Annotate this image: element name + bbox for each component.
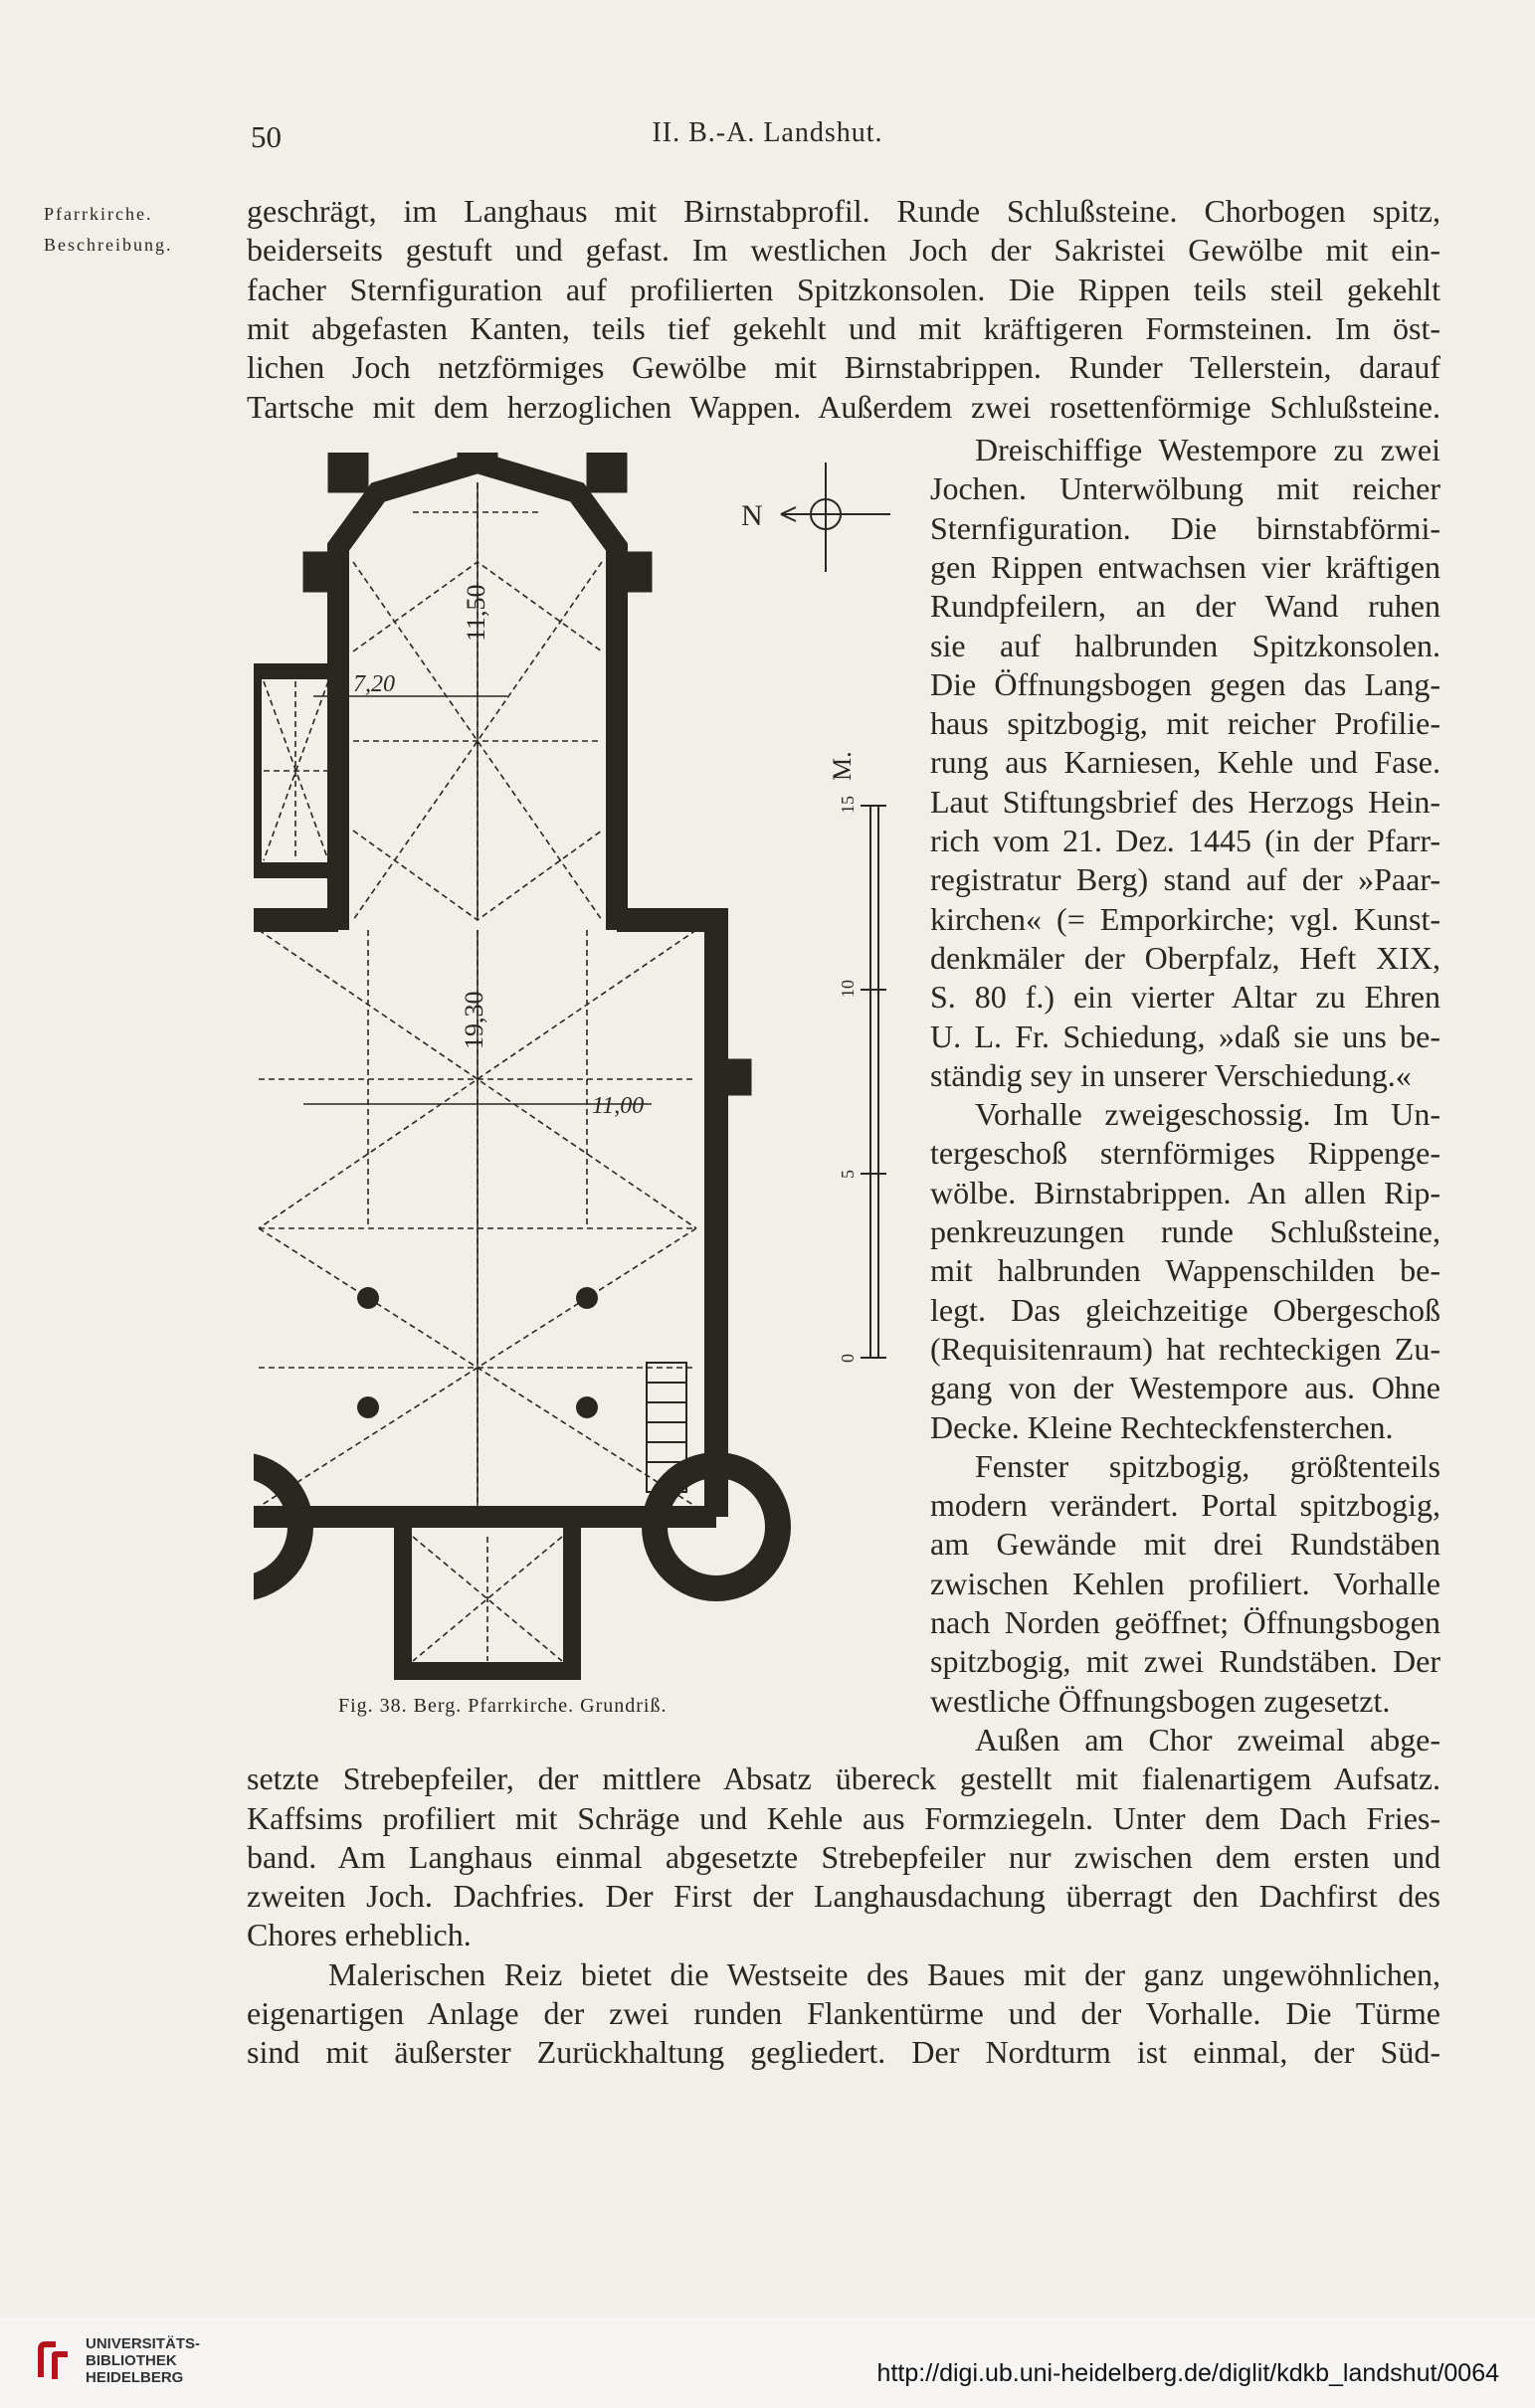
choir-buttress-e: [612, 552, 652, 592]
body-line-column: Vorhalle zweigeschossig. Im Un-: [975, 1096, 1440, 1133]
body-line-column: Jochen. Unterwölbung mit reicher: [930, 470, 1440, 507]
running-title: II. B.-A. Landshut.: [652, 117, 883, 148]
body-line-top: geschrägt, im Langhaus mit Birnstabprofil. Runde Schlußsteine. Chorbogen spitz,: [247, 193, 1440, 229]
body-line-column: Fenster spitzbogig, größtenteils: [975, 1447, 1440, 1484]
body-line-column: S. 80 f.) ein vierter Altar zu Ehren: [930, 979, 1440, 1016]
body-line-column: gen Rippen entwachsen vier kräftigen: [930, 548, 1440, 585]
body-line-column: Dreischiffige Westempore zu zwei: [975, 432, 1440, 467]
body-line-bottom: Chores erheblich.: [247, 1917, 472, 1953]
body-line-top: lichen Joch netzförmiges Gewölbe mit Birnstabrippen. Runder Tellerstein, darauf: [247, 349, 1440, 386]
body-line-column: ständig sey in unserer Verschiedung.«: [930, 1056, 1412, 1093]
body-line-column: westliche Öffnungsbogen zugesetzt.: [930, 1682, 1391, 1719]
body-line-top: Tartsche mit dem herzoglichen Wappen. Außerdem zwei rosettenförmige Schlußsteine.: [247, 388, 1440, 425]
body-line-column: haus spitzbogig, mit reicher Profilie-: [930, 705, 1440, 742]
choir-buttress-w: [303, 552, 343, 592]
source-url[interactable]: http://digi.ub.uni-heidelberg.de/diglit/kdkb_landshut/0064: [876, 2359, 1499, 2387]
body-line-column: Außen am Chor zweimal abge-: [975, 1721, 1440, 1758]
scale-unit: M.: [828, 751, 857, 781]
body-line-top: mit abgefasten Kanten, teils tief gekehlt und mit kräftigeren Formsteinen. Im öst-: [247, 309, 1440, 346]
choir-buttress-nw: [328, 453, 368, 492]
scale-tick-5: 5: [838, 1170, 858, 1179]
body-line-column: U. L. Fr. Schiedung, »daß sie uns be-: [930, 1018, 1440, 1054]
body-line-column: registratur Berg) stand auf der »Paar-: [930, 861, 1440, 898]
dim-choir-length: 11,50: [462, 584, 490, 642]
margin-note-beschreibung: Beschreibung.: [44, 235, 173, 255]
body-line-column: kirchen« (= Emporkirche; vgl. Kunst-: [930, 900, 1440, 937]
scale-bar: [861, 806, 886, 1358]
body-line-column: modern verändert. Portal spitzbogig,: [930, 1487, 1440, 1524]
body-line-column: denkmäler der Oberpfalz, Heft XIX,: [930, 939, 1440, 976]
body-line-column: wölbe. Birnstabrippen. An allen Rip-: [930, 1174, 1440, 1210]
dim-nave-width: 11,00: [592, 1093, 645, 1119]
body-line-column: Decke. Kleine Rechteckfensterchen.: [930, 1408, 1394, 1445]
body-line-top: beiderseits gestuft und gefast. Im westlichen Joch der Sakristei Gewölbe mit ein-: [247, 232, 1440, 269]
body-line-column: tergeschoß sternförmiges Rippenge-: [930, 1135, 1440, 1172]
choir-buttress-ne: [587, 453, 627, 492]
north-label: N: [741, 499, 763, 532]
dim-choir-width: 7,20: [353, 671, 395, 697]
body-line-column: rich vom 21. Dez. 1445 (in der Pfarr-: [930, 823, 1440, 858]
scale-tick-15: 15: [838, 796, 858, 814]
scale-tick-0: 0: [838, 1354, 858, 1363]
page-number: 50: [251, 119, 282, 154]
figure-caption: Fig. 38. Berg. Pfarrkirche. Grundriß.: [338, 1695, 668, 1717]
choir-buttress-n: [458, 453, 497, 467]
body-line-bottom: sind mit äußerster Zurückhaltung gegliedert. Der Nordturm ist einmal, der Süd-: [247, 2034, 1440, 2071]
body-line-bottom: Malerischen Reiz bietet die Westseite des Baues mit der ganz ungewöhnlichen,: [328, 1955, 1440, 1992]
body-line-column: zwischen Kehlen profiliert. Vorhalle: [930, 1565, 1440, 1601]
body-line-column: sie auf halbrunden Spitzkonsolen.: [930, 627, 1440, 663]
body-line-column: Laut Stiftungsbrief des Herzogs Hein-: [930, 783, 1440, 820]
library-name: UNIVERSITÄTS- BIBLIOTHEK HEIDELBERG: [86, 2335, 201, 2386]
body-line-bottom: zweiten Joch. Dachfries. Der First der Langhausdachung überragt den Dachfirst des: [247, 1878, 1440, 1915]
body-line-column: am Gewände mit drei Rundstäben: [930, 1526, 1440, 1563]
body-line-bottom: band. Am Langhaus einmal abgesetzte Strebepfeiler nur zwischen dem ersten und: [247, 1838, 1440, 1875]
north-arrow: [781, 463, 890, 572]
body-line-bottom: Kaffsims profiliert mit Schräge und Kehle aus Formziegeln. Unter dem Dach Fries-: [247, 1799, 1440, 1836]
body-line-column: (Requisitenraum) hat rechteckigen Zu-: [930, 1330, 1440, 1367]
body-line-column: gang von der Westempore aus. Ohne: [930, 1370, 1440, 1406]
body-line-column: legt. Das gleichzeitige Obergeschoß: [930, 1291, 1440, 1328]
body-line-column: Die Öffnungsbogen gegen das Lang-: [930, 665, 1440, 702]
dim-nave-length: 19,30: [460, 991, 488, 1049]
margin-note-pfarrkirche: Pfarrkirche.: [44, 204, 153, 224]
library-logo-icon: [34, 2337, 78, 2383]
body-line-column: mit halbrunden Wappenschilden be-: [930, 1252, 1440, 1289]
body-line-column: Sternfiguration. Die birnstabförmi-: [930, 509, 1440, 546]
body-line-column: nach Norden geöffnet; Öffnungsbogen: [930, 1604, 1440, 1640]
body-line-column: spitzbogig, mit zwei Rundstäben. Der: [930, 1643, 1440, 1680]
body-line-bottom: setzte Strebepfeiler, der mittlere Absatz übereck gestellt mit fialenartigem Aufsatz.: [247, 1760, 1440, 1797]
floor-plan-figure: [254, 453, 910, 1696]
body-line-column: penkreuzungen runde Schlußsteine,: [930, 1213, 1440, 1249]
body-line-column: rung aus Karniesen, Kehle und Fase.: [930, 744, 1440, 781]
body-line-top: facher Sternfiguration auf profilierten Spitzkonsolen. Die Rippen teils steil gekehlt: [247, 271, 1440, 307]
body-line-column: Rundpfeilern, an der Wand ruhen: [930, 588, 1440, 625]
body-line-bottom: eigenartigen Anlage der zwei runden Flankentürme und der Vorhalle. Die Türme: [247, 1995, 1440, 2031]
scale-tick-10: 10: [838, 980, 858, 998]
nave-buttress-s: [711, 1059, 751, 1095]
